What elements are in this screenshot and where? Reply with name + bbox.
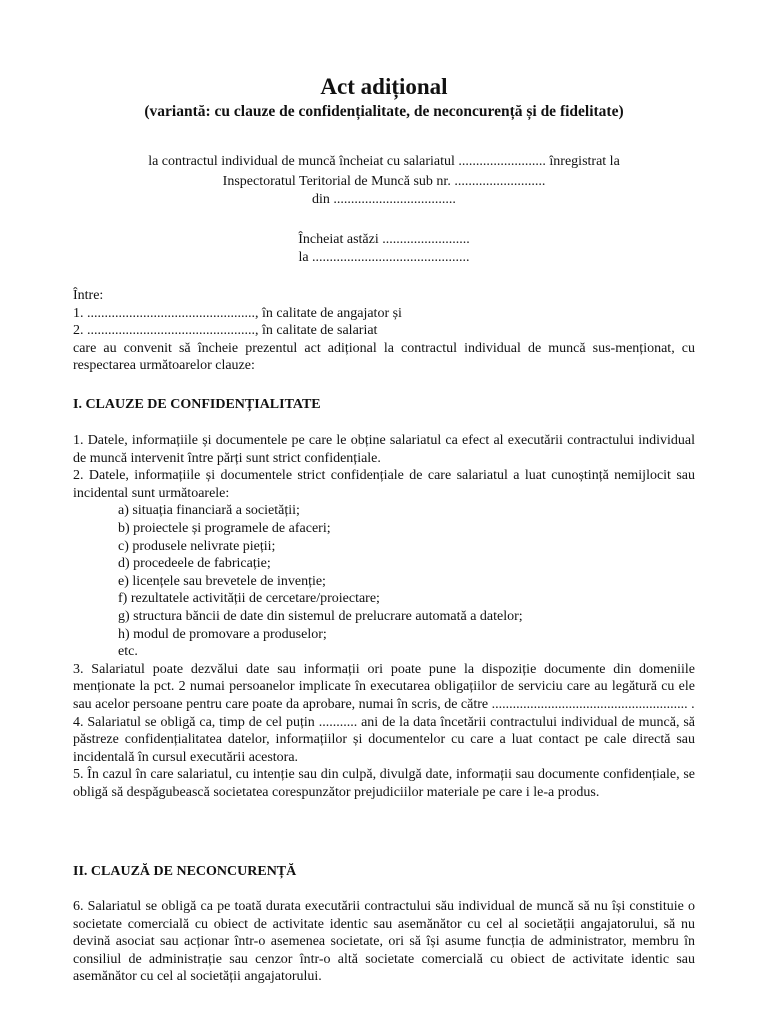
section-heading-non-compete: II. CLAUZĂ DE NECONCURENȚĂ [73, 864, 297, 879]
parties-block [73, 287, 695, 375]
list-item: h) modul de promovare a produselor; [118, 626, 327, 642]
document-title: Act adițional [320, 74, 448, 99]
list-item: d) procedeele de fabricație; [118, 556, 271, 572]
clause-4: 4. Salariatul se obligă ca, timp de cel puțin ........... ani de la data încetării contractului individual de muncă, să păstreze confidențialitatea datelor, informațiilor și documentelor cu care a luat contact pe cale directă sau incidentală în cursul executării acestora. [73, 714, 695, 765]
document-subtitle: (variantă: cu clauze de confidențialitate, de neconcurență și de fidelitate) [144, 103, 624, 120]
list-item: a) situația financiară a societății; [118, 503, 300, 519]
clause-5: 5. În cazul în care salariatul, cu intenție sau din culpă, divulgă date, informații sau documente confidențiale, se obligă să despăgubească societatea corespunzător prejudiciilor materiale pe care i le-a produs. [73, 767, 695, 800]
non-compete-block [73, 898, 695, 986]
header-line-date: din ................................... [312, 192, 456, 207]
parties-intro: Între: [73, 288, 104, 303]
clause-2: 2. Datele, informațiile și documentele strict confidențiale de care salariatul a luat cunoștință nemijlocit sau incidental sunt următoarele: [73, 468, 695, 501]
list-item: g) structura băncii de date din sistemul de prelucrare automată a datelor; [118, 608, 523, 624]
header-line-place: la ............................................. [298, 250, 470, 265]
section-heading-confidentiality: I. CLAUZE DE CONFIDENȚIALITATE [73, 397, 321, 412]
header-line-contract: la contractul individual de muncă încheiat cu salariatul ......................... înregistrat la [148, 154, 620, 169]
confidentiality-block [73, 432, 695, 801]
confidential-items-list [73, 502, 695, 660]
header-line-inspectorate: Inspectoratul Teritorial de Muncă sub nr. .......................... [222, 174, 546, 189]
list-item: f) rezultatele activității de cercetare/proiectare; [118, 591, 380, 607]
clause-1: 1. Datele, informațiile și documentele pe care le obține salariatul ca efect al executării contractului individual de muncă intervenit între părți sunt strict confidențiale. [73, 433, 695, 466]
agreement-text: care au convenit să încheie prezentul act adițional la contractul individual de muncă sus-menționat, cu respectarea următoarelor clauze: [73, 340, 695, 374]
clause-3: 3. Salariatul poate dezvălui date sau informații ori poate pune la dispoziție documente din domeniile menționate la pct. 2 numai persoanelor implicate în executarea obligațiilor de serviciu care au legătură cu ele sau acelor persoane pentru care poate da aprobare, numai în scris, de către ........................................................ . [73, 661, 695, 712]
header-line-concluded: Încheiat astăzi ......................... [298, 232, 470, 247]
list-item: etc. [118, 644, 138, 660]
list-item: e) licențele sau brevetele de invenție; [118, 573, 326, 589]
party-employee: 2. ................................................, în calitate de salariat [73, 323, 378, 339]
list-item: c) produsele nelivrate pieții; [118, 538, 276, 554]
clause-6: 6. Salariatul se obligă ca pe toată durata executării contractului său individual de muncă să nu își constituie o societate comercială cu obiect de activitate identic sau asemănător cu cel al societății angajatorului, să nu devină asociat sau acționar într-o asemenea societate, ori să își asume funcția de administrator, membru în consiliul de administrație sau cenzor într-o altă societate comercială cu obiect de activitate identic sau asemănător cu cel al societății angajatorului. [73, 899, 695, 985]
list-item: b) proiectele și programele de afaceri; [118, 520, 331, 536]
party-employer: 1. ................................................, în calitate de angajator și [73, 305, 402, 321]
